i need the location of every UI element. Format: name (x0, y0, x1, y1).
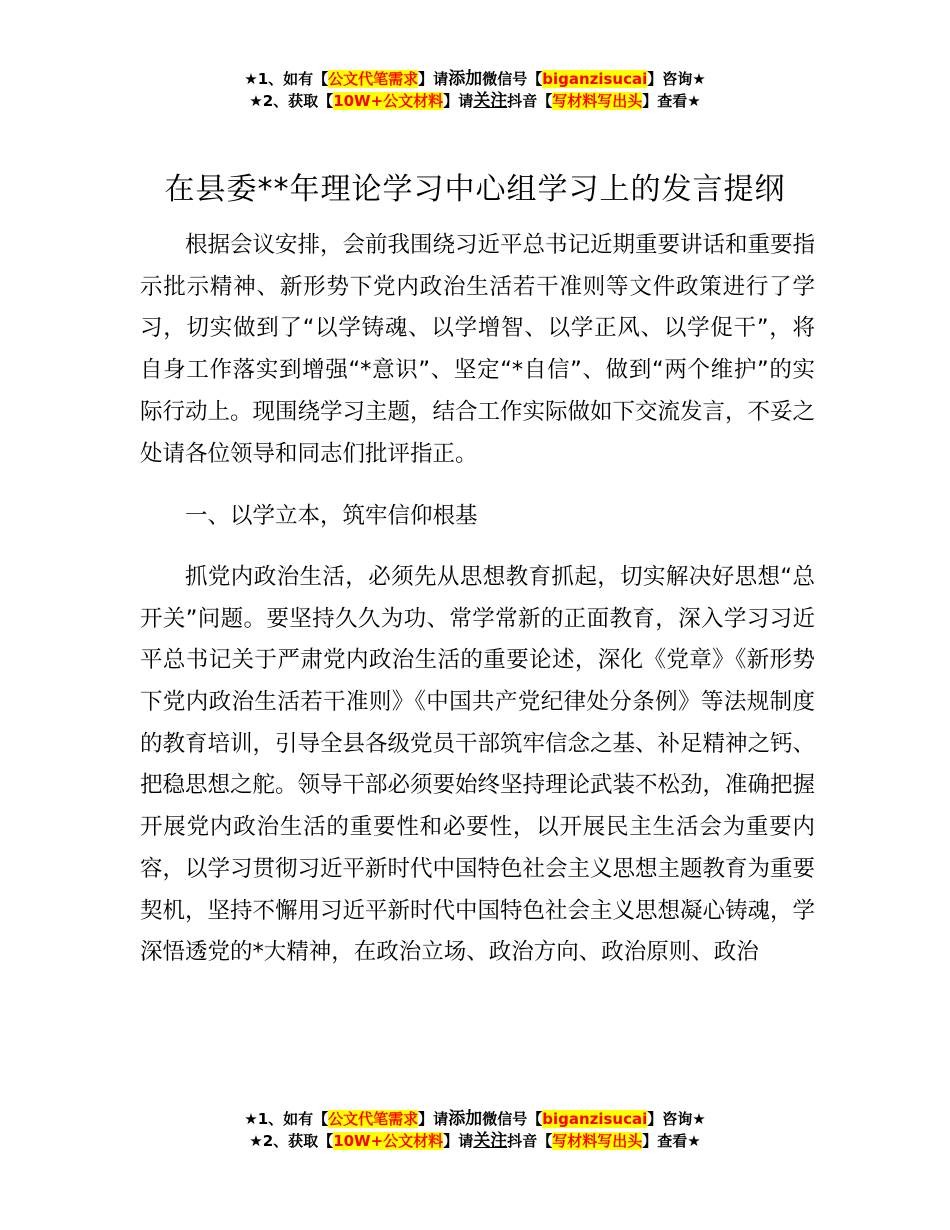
banner-text: 】查看★ (642, 1132, 701, 1150)
banner-highlight: 10W+公文材料 (333, 1132, 444, 1150)
body-paragraph: 抓党内政治生活，必须先从思想教育抓起，切实解决好思想“总开关”问题。要坚持久久为功、常学常新的正面教育，深入学习习近平总书记关于严肃党内政治生活的重要论述，深化《党章》《新形势下党内政治生活若干准则》《中国共产党纪律处分条例》等法规制度的教育培训，引导全县各级党员干部筑牢信念之基、补足精神之钙、把稳思想之舵。领导干部必须要始终坚持理论武装不松劲，准确把握开展党内政治生活的重要性和必要性，以开展民主生活会为重要内容，以学习贯彻习近平新时代中国特色社会主义思想主题教育为重要契机，坚持不懈用习近平新时代中国特色社会主义思想凝心铸魂，学深悟透党的*大精神，在政治立场、政治方向、政治原则、政治 (140, 563, 816, 966)
banner-highlight: 公文代笔需求 (328, 1110, 419, 1128)
section-heading: 一、以学立本，筑牢信仰根基 (185, 503, 478, 530)
banner-highlight: biganzisucai (542, 70, 648, 88)
banner-text: 添加 (448, 69, 483, 89)
banner-text: ★2、获取【 (249, 92, 334, 110)
banner-text: 关注 (473, 1131, 508, 1151)
banner-text: ★1、如有【 (244, 70, 329, 88)
banner-text: 】请 (443, 92, 474, 110)
banner-text: 关注 (473, 91, 508, 111)
banner-text: 微信号【 (482, 70, 543, 88)
banner-highlight: 10W+公文材料 (333, 92, 444, 110)
banner-text: ★1、如有【 (244, 1110, 329, 1128)
banner-text: 】咨询★ (647, 70, 706, 88)
banner-text: 】请 (418, 70, 449, 88)
banner-line-1 (0, 1108, 950, 1130)
banner-text: 微信号【 (482, 1110, 543, 1128)
document-body (140, 225, 815, 974)
header-banner (0, 68, 950, 112)
banner-text: 添加 (448, 1109, 483, 1129)
footer-banner (0, 1108, 950, 1152)
banner-text: 】查看★ (642, 92, 701, 110)
banner-line-2 (0, 90, 950, 112)
banner-highlight: biganzisucai (542, 1110, 648, 1128)
banner-text: 抖音【 (507, 92, 553, 110)
banner-text: ★2、获取【 (249, 1132, 334, 1150)
banner-text: 】咨询★ (647, 1110, 706, 1128)
banner-line-1 (0, 68, 950, 90)
banner-highlight: 公文代笔需求 (328, 70, 419, 88)
body-paragraph: 根据会议安排，会前我围绕习近平总书记近期重要讲话和重要指示批示精神、新形势下党内政治生活若干准则等文件政策进行了学习，切实做到了“以学铸魂、以学增智、以学正风、以学促干”，将自身工作落实到增强“*意识”、坚定“*自信”、做到“两个维护”的实际行动上。现围绕学习主题，结合工作实际做如下交流发言，不妥之处请各位领导和同志们批评指正。 (140, 232, 816, 467)
document-title: 在县委**年理论学习中心组学习上的发言提纲 (164, 172, 786, 207)
banner-text: 抖音【 (507, 1132, 553, 1150)
banner-line-2 (0, 1130, 950, 1152)
banner-text: 】请 (418, 1110, 449, 1128)
banner-highlight: 写材料写出头 (552, 92, 643, 110)
banner-text: 】请 (443, 1132, 474, 1150)
banner-highlight: 写材料写出头 (552, 1132, 643, 1150)
